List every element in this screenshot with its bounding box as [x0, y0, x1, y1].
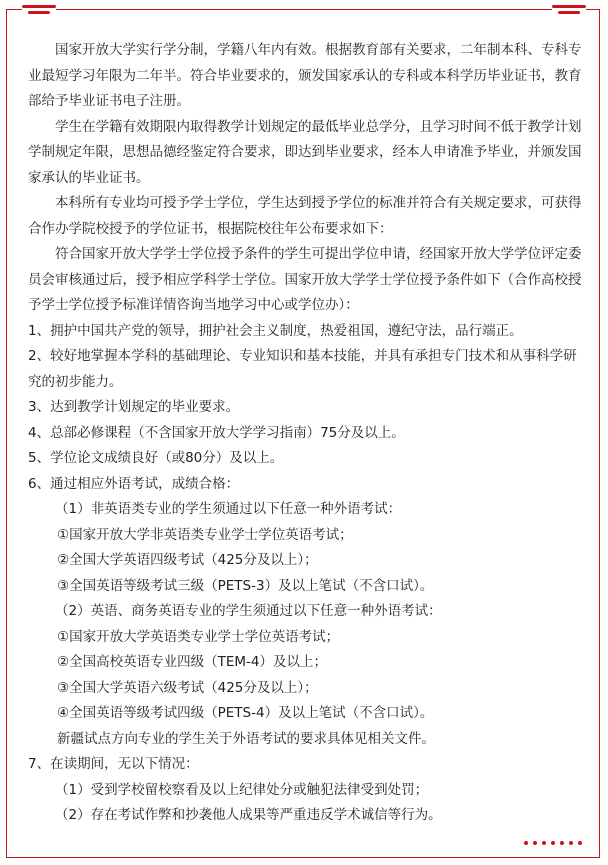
corner-decoration-right — [552, 3, 586, 17]
paragraph-degree-application: 符合国家开放大学学士学位授予条件的学生可提出学位申请，经国家开放大学学位评定委员会审核通过后，授予相应学科学士学位。国家开放大学学士学位授予条件如下（合作高校授予学士学位授予标准详情咨询当地学习中心或学位办）： — [28, 246, 582, 313]
paragraph-degree-eligibility: 本科所有专业均可授予学士学位，学生达到授予学位的标准并符合有关规定要求，可获得合作办学院校授予的学位证书，根据院校往年公布要求如下： — [28, 195, 582, 237]
sub-list-item: ④全国英语等级考试四级（PETS-4）及以上笔试（不含口试）。 — [57, 705, 434, 721]
corner-decoration-left — [22, 3, 56, 17]
list-item: 4、总部必修课程（不含国家开放大学学习指南）75分及以上。 — [28, 424, 405, 441]
sub-list-item: ③全国大学英语六级考试（425分及以上）； — [57, 679, 318, 696]
sub-list-heading: （2）英语、商务英语专业的学生须通过以下任意一种外语考试： — [55, 603, 442, 619]
bottom-dot-decoration — [524, 841, 582, 845]
list-item: 1、拥护中国共产党的领导，拥护社会主义制度，热爱祖国，遵纪守法，品行端正。 — [28, 322, 523, 339]
paragraph-credit-system: 国家开放大学实行学分制，学籍八年内有效。根据教育部有关要求，二年制本科、专科专业最短学习年限为二年半。符合毕业要求的，颁发国家承认的专科或本科学历毕业证书，教育部给予毕业证书电子注册。 — [28, 42, 582, 109]
sub-list-item: ①国家开放大学非英语类专业学士学位英语考试； — [57, 526, 353, 543]
sub-list-item: （2）存在考试作弊和抄袭他人成果等严重违反学术诚信等行为。 — [55, 807, 442, 823]
sub-list-item: ②全国高校英语专业四级（TEM-4）及以上； — [57, 654, 328, 670]
list-item: 5、学位论文成绩良好（或80分）及以上。 — [28, 450, 284, 466]
sub-list-item: ①国家开放大学英语类专业学士学位英语考试； — [57, 628, 340, 645]
paragraph-graduation-requirements: 学生在学籍有效期限内取得教学计划规定的最低毕业总学分，且学习时间不低于教学计划学制规定年限，思想品德经鉴定符合要求，即达到毕业要求，经本人申请准予毕业，并颁发国家承认的毕业证书。 — [28, 118, 582, 186]
note-text: 新疆试点方向专业的学生关于外语考试的要求具体见相关文件。 — [57, 730, 436, 747]
sub-list-item: ③全国英语等级考试三级（PETS-3）及以上笔试（不含口试）。 — [57, 577, 434, 594]
sub-list-item: （1）受到学校留校察看及以上纪律处分或触犯法律受到处罚； — [55, 781, 429, 798]
list-item: 3、达到教学计划规定的毕业要求。 — [28, 399, 240, 415]
document-body — [28, 38, 584, 829]
sub-list-item: ②全国大学英语四级考试（425分及以上）； — [57, 552, 318, 568]
sub-list-heading: （1）非英语类专业的学生须通过以下任意一种外语考试： — [55, 501, 402, 517]
list-item: 7、在读期间，无以下情况： — [28, 756, 199, 772]
list-item: 6、通过相应外语考试，成绩合格： — [28, 475, 240, 492]
list-item: 2、较好地掌握本学科的基础理论、专业知识和基本技能，并具有承担专门技术和从事科学研究的初步能力。 — [28, 348, 577, 390]
